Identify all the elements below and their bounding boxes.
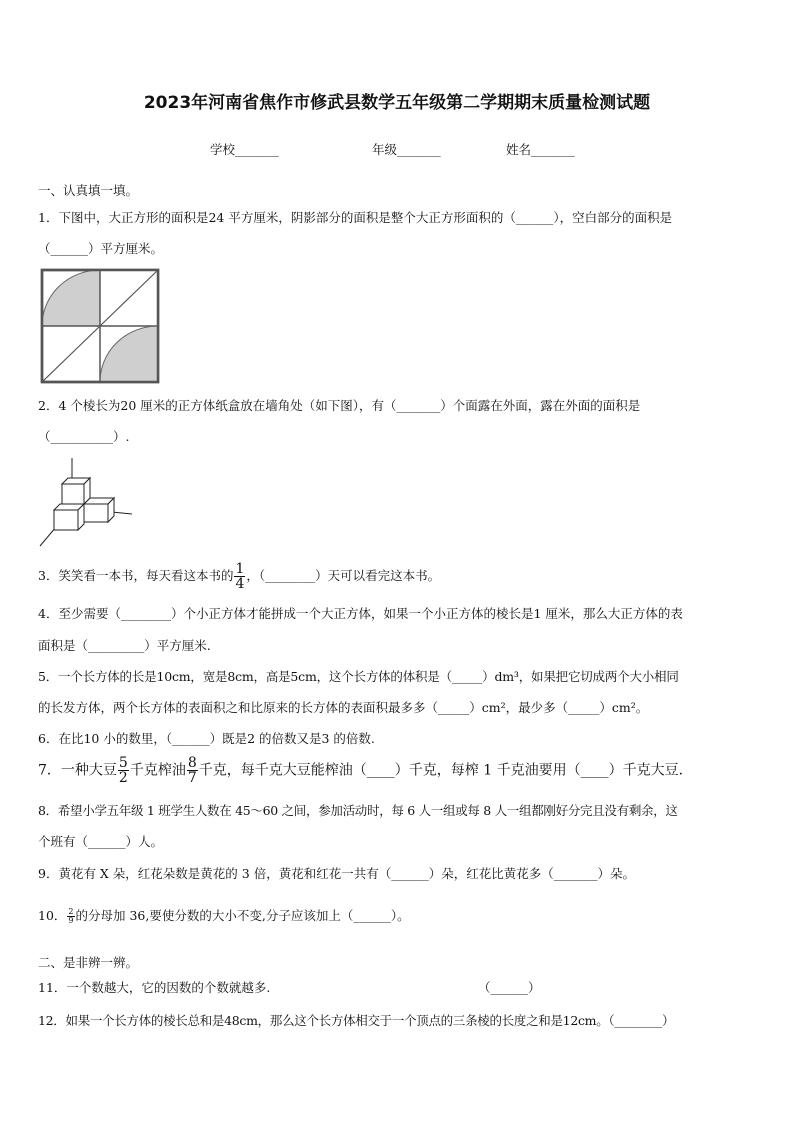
cubes-in-corner-figure [36,456,136,550]
question-4-line-2: 面积是（_________）平方厘米. [38,638,211,653]
section-heading-fill-in: 一、认真填一填。 [38,183,139,198]
fraction-eight-sevenths: $\frac{8}{7}$ [187,755,197,786]
question-11: 11．一个数越大，它的因数的个数就越多. [38,980,271,995]
question-8-line-1: 8．希望小学五年级 1 班学生人数在 45～60 之间，参加活动时，每 6 人一组或每 8 人一组都刚好分完且没有剩余，这 [38,803,678,818]
fraction-five-halves: $\frac{5}{2}$ [118,755,128,786]
question-1-line-1: 1．下图中，大正方形的面积是24 平方厘米，阴影部分的面积是整个大正方形面积的（______），空白部分的面积是 [38,210,673,225]
grade-field: 年级_______ [372,142,441,157]
question-10-text: 的分母加 36,要使分数的大小不变,分子应该加上（______）。 [75,908,410,923]
question-3 [38,562,440,591]
question-3-text-after: ，（________）天可以看完这本书。 [246,568,441,583]
page-title: 2023年河南省焦作市修武县数学五年级第二学期期末质量检测试题 [143,93,651,113]
fraction-one-quarter: $\frac{1}{4}$ [235,561,245,592]
question-7-text-a: 7．一种大豆 [38,762,117,779]
question-8-line-2: 个班有（______）人。 [38,834,164,849]
question-12: 12．如果一个长方体的棱长总和是48cm，那么这个长方体相交于一个顶点的三条棱的长度之和是12cm。（________） [38,1013,675,1028]
section-heading-true-false: 二、是非辨一辨。 [38,955,139,970]
question-2-line-1: 2．4 个棱长为20 厘米的正方体纸盒放在墙角处（如下图），有（_______）个面露在外面，露在外面的面积是 [38,398,641,413]
question-2-line-2: （__________）. [38,429,130,444]
question-9: 9．黄花有 X 朵，红花朵数是黄花的 3 倍，黄花和红花一共有（______）朵，红花比黄花多（_______）朵。 [38,866,635,881]
question-6: 6．在比10 小的数里，（______）既是2 的倍数又是3 的倍数. [38,731,375,746]
question-5-line-2: 的长发方体，两个长方体的表面积之和比原来的长方体的表面积最多多（_____）cm²，最少多（_____）cm²。 [38,700,649,715]
name-field: 姓名_______ [506,142,575,157]
question-7-text-c: 千克，每千克大豆能榨油（____）千克，每榨 1 千克油要用（____）千克大豆. [198,762,684,779]
school-field: 学校_______ [210,142,279,157]
question-10 [38,906,410,925]
square-shaded-figure [40,268,160,384]
question-5-line-1: 5．一个长方体的长是10cm，宽是8cm，高是5cm，这个长方体的体积是（_____）dm³，如果把它切成两个大小相同 [38,669,679,684]
question-4-line-1: 4．至少需要（________）个小正方体才能拼成一个大正方体，如果一个小正方体的棱长是1 厘米，那么大正方体的表 [38,606,683,621]
fraction-two-ninths: $\frac{2}{9}$ [68,907,74,925]
question-1-line-2: （______）平方厘米。 [38,241,164,256]
question-7-text-b: 千克榨油 [129,762,186,779]
question-10-prefix: 10． [38,908,67,923]
question-7 [38,756,683,785]
question-3-text-before: 3．笑笑看一本书，每天看这本书的 [38,568,234,583]
question-11-answer-paren: （______） [478,980,541,995]
